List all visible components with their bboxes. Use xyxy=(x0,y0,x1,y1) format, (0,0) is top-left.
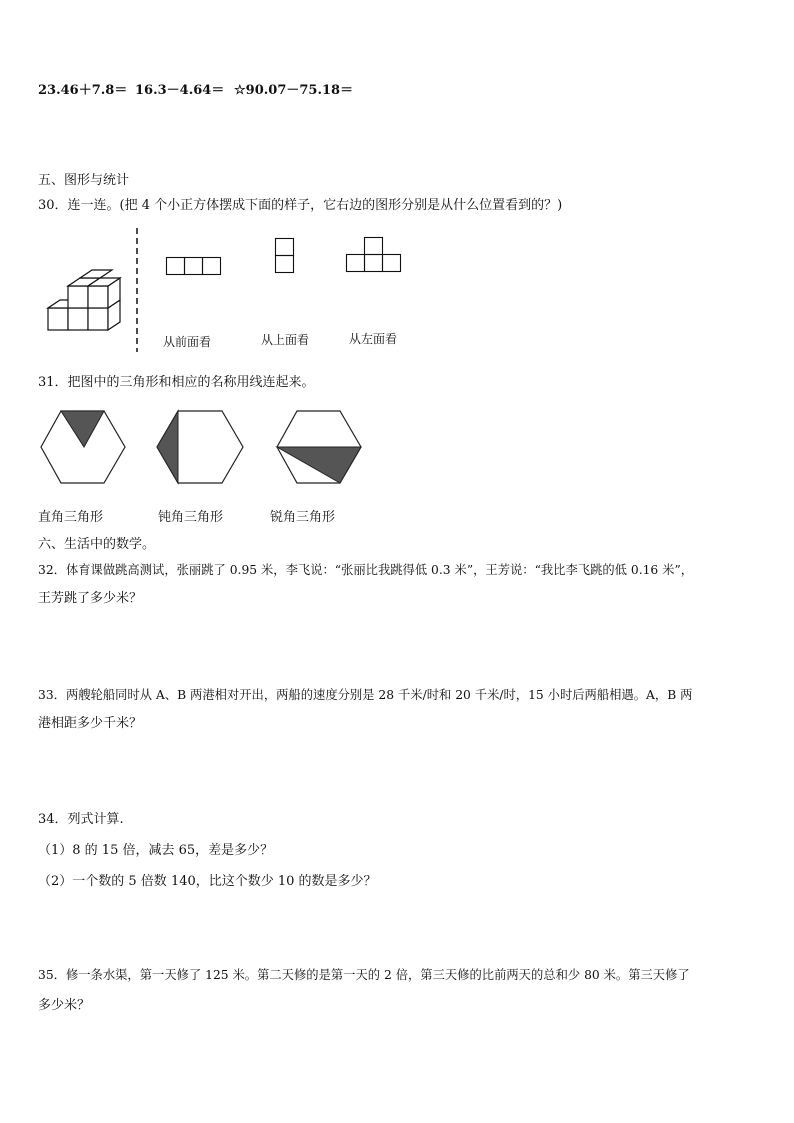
hexagon-obtuse-triangle-figure xyxy=(156,410,244,484)
q35-line-2: 多少米？ xyxy=(38,998,91,1013)
q33-line-2: 港相距多少千米？ xyxy=(38,716,143,731)
q33-line-1: 33．两艘轮船同时从 A、B 两港相对开出，两船的速度分别是 28 千米/时和 20 千米/时，15 小时后两船相遇。A，B 两 xyxy=(38,688,693,702)
acute-triangle-label: 锐角三角形 xyxy=(270,510,336,525)
q35-line-1: 35．修一条水渠，第一天修了 125 米。第二天修的是第一天的 2 倍，第三天修的比前两天的总和少 80 米。第三天修了 xyxy=(38,968,690,982)
calc-expression-3: ☆90.07－75.18＝ xyxy=(234,83,354,98)
dashed-divider xyxy=(135,228,139,352)
view-left-figure xyxy=(346,237,404,274)
q32-line-1: 32．体育课做跳高测试，张丽跳了 0.95 米，李飞说：“张丽比我跳得低 0.3 米”，王芳说：“我比李飞跳的低 0.16 米”， xyxy=(38,563,694,577)
section-6-title: 六、生活中的数学。 xyxy=(38,537,156,552)
cube-stack-figure xyxy=(40,268,130,338)
q32-line-2: 王芳跳了多少米？ xyxy=(38,591,143,606)
hexagon-acute-triangle-figure xyxy=(276,410,362,484)
view-front-label: 从前面看 xyxy=(163,335,212,349)
calc-expression-1: 23.46＋7.8＝ xyxy=(38,83,128,98)
view-top-label: 从上面看 xyxy=(261,333,310,347)
obtuse-triangle-label: 钝角三角形 xyxy=(158,510,224,525)
section-5-title: 五、图形与统计 xyxy=(38,173,130,188)
view-left-label: 从左面看 xyxy=(349,332,398,346)
q34-part-2: （2）一个数的 5 倍数 140，比这个数少 10 的数是多少？ xyxy=(38,874,377,889)
view-top-figure xyxy=(275,238,295,274)
calc-expression-2: 16.3－4.64＝ xyxy=(135,83,225,98)
q34-title: 34．列式计算. xyxy=(38,812,124,827)
q30-text: 30．连一连。(把 4 个小正方体摆成下面的样子，它右边的图形分别是从什么位置看到的？) xyxy=(38,198,563,213)
q31-text: 31．把图中的三角形和相应的名称用线连起来。 xyxy=(38,375,315,390)
q34-part-1: （1）8 的 15 倍，减去 65，差是多少？ xyxy=(38,843,274,858)
hexagon-right-triangle-figure xyxy=(40,410,126,484)
right-triangle-label: 直角三角形 xyxy=(38,510,104,525)
view-front-figure xyxy=(166,257,222,275)
